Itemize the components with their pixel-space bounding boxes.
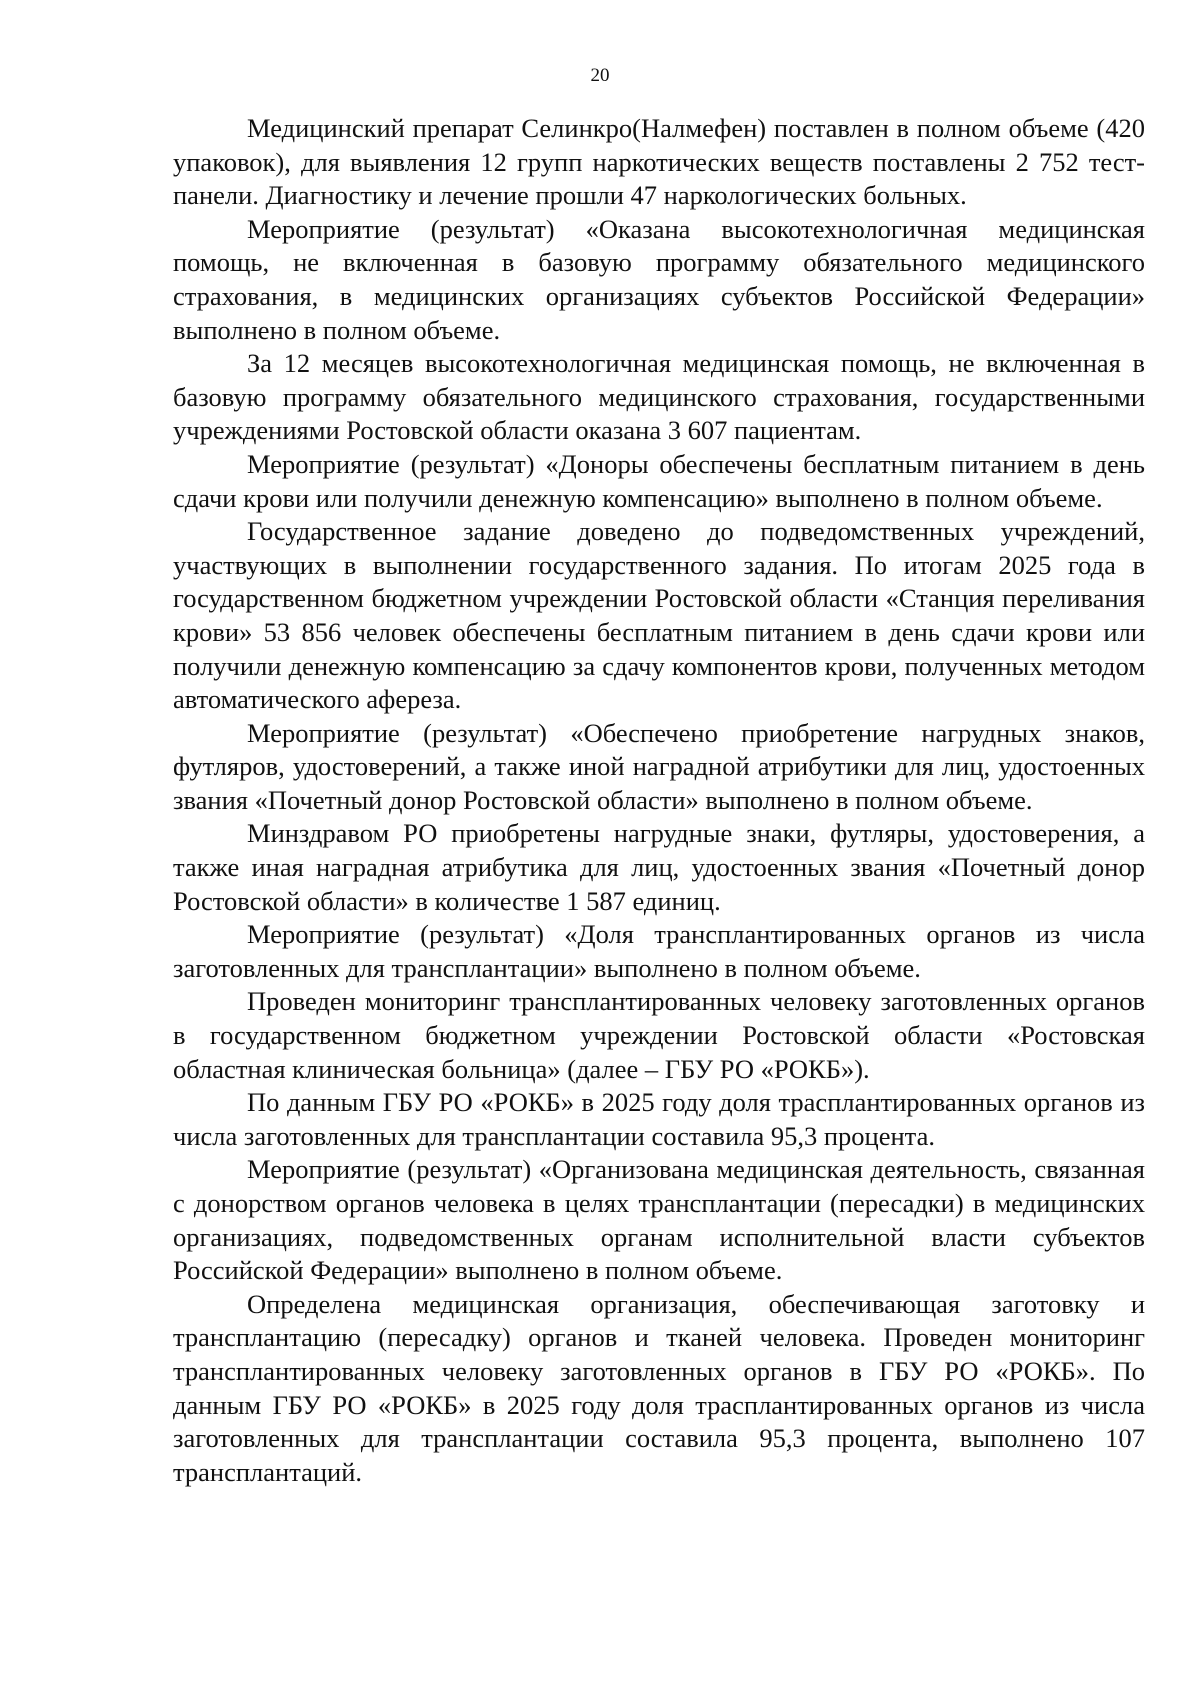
paragraph-transplant-monitoring: Проведен мониторинг трансплантированных человеку заготовленных органов в государственном бюджетном учреждении Ростовской области «Ростовская областная клиническая больница» (далее – ГБУ РО «РОКБ»). <box>173 986 1145 1084</box>
paragraph-transplant-share-result: По данным ГБУ РО «РОКБ» в 2025 году доля трасплантированных органов из числа заготовленных для трансплантации составила 95,3 процента. <box>173 1087 1145 1151</box>
paragraph-badges-measure: Мероприятие (результат) «Обеспечено приобретение нагрудных знаков, футляров, удостоверений, а также иной наградной атрибутики для лиц, удостоенных звания «Почетный донор Ростовской области» выполнено в полном объеме. <box>173 717 1145 815</box>
paragraph-organ-donation-result: Определена медицинская организация, обеспечивающая заготовку и трансплантацию (пересадку) органов и тканей человека. Проведен мониторинг трансплантированных человеку заготовленных органов в ГБУ РО «РОКБ». По данным ГБУ РО «РОКБ» в 2025 году доля трасплантированных органов из числа заготовленных для трансплантации составила 95,3 процента, выполнено 107 трансплантаций. <box>173 1288 1145 1487</box>
document-body <box>173 112 1145 1489</box>
paragraph-donor-meals-measure: Мероприятие (результат) «Доноры обеспечены бесплатным питанием в день сдачи крови или получили денежную компенсацию» выполнено в полном объеме. <box>173 448 1145 513</box>
paragraph-selincro-supply: Медицинский препарат Селинкро(Налмефен) поставлен в полном объеме (420 упаковок), для выявления 12 групп наркотических веществ поставлены 2 752 тест-панели. Диагностику и лечение прошли 47 наркологических больных. <box>173 113 1145 211</box>
paragraph-htmc-patients: За 12 месяцев высокотехнологичная медицинская помощь, не включенная в базовую программу обязательного медицинского страхования, государственными учреждениями Ростовской области оказана 3 607 пациентам. <box>173 348 1145 446</box>
paragraph-htmc-measure: Мероприятие (результат) «Оказана высокотехнологичная медицинская помощь, не включенная в базовую программу обязательного медицинского страхования, в медицинских организациях субъектов Российской Федерации» выполнено в полном объеме. <box>173 213 1145 345</box>
paragraph-transplant-share-measure: Мероприятие (результат) «Доля трансплантированных органов из числа заготовленных для трансплантации» выполнено в полном объеме. <box>173 919 1145 983</box>
paragraph-state-assignment: Государственное задание доведено до подведомственных учреждений, участвующих в выполнении государственного задания. По итогам 2025 года в государственном бюджетном учреждении Ростовской области «Станция переливания крови» 53 856 человек обеспечены бесплатным питанием в день сдачи крови или получили денежную компенсацию за сдачу компонентов крови, полученных методом автоматического афереза. <box>173 516 1145 715</box>
paragraph-organ-donation-measure: Мероприятие (результат) «Организована медицинская деятельность, связанная с донорством органов человека в целях трансплантации (пересадки) в медицинских организациях, подведомственных органам исполнительной власти субъектов Российской Федерации» выполнено в полном объеме. <box>173 1154 1145 1286</box>
paragraph-badges-purchased: Минздравом РО приобретены нагрудные знаки, футляры, удостоверения, а также иная наградная атрибутика для лиц, удостоенных звания «Почетный донор Ростовской области» в количестве 1 587 единиц. <box>173 818 1145 916</box>
page-number: 20 <box>590 65 610 86</box>
